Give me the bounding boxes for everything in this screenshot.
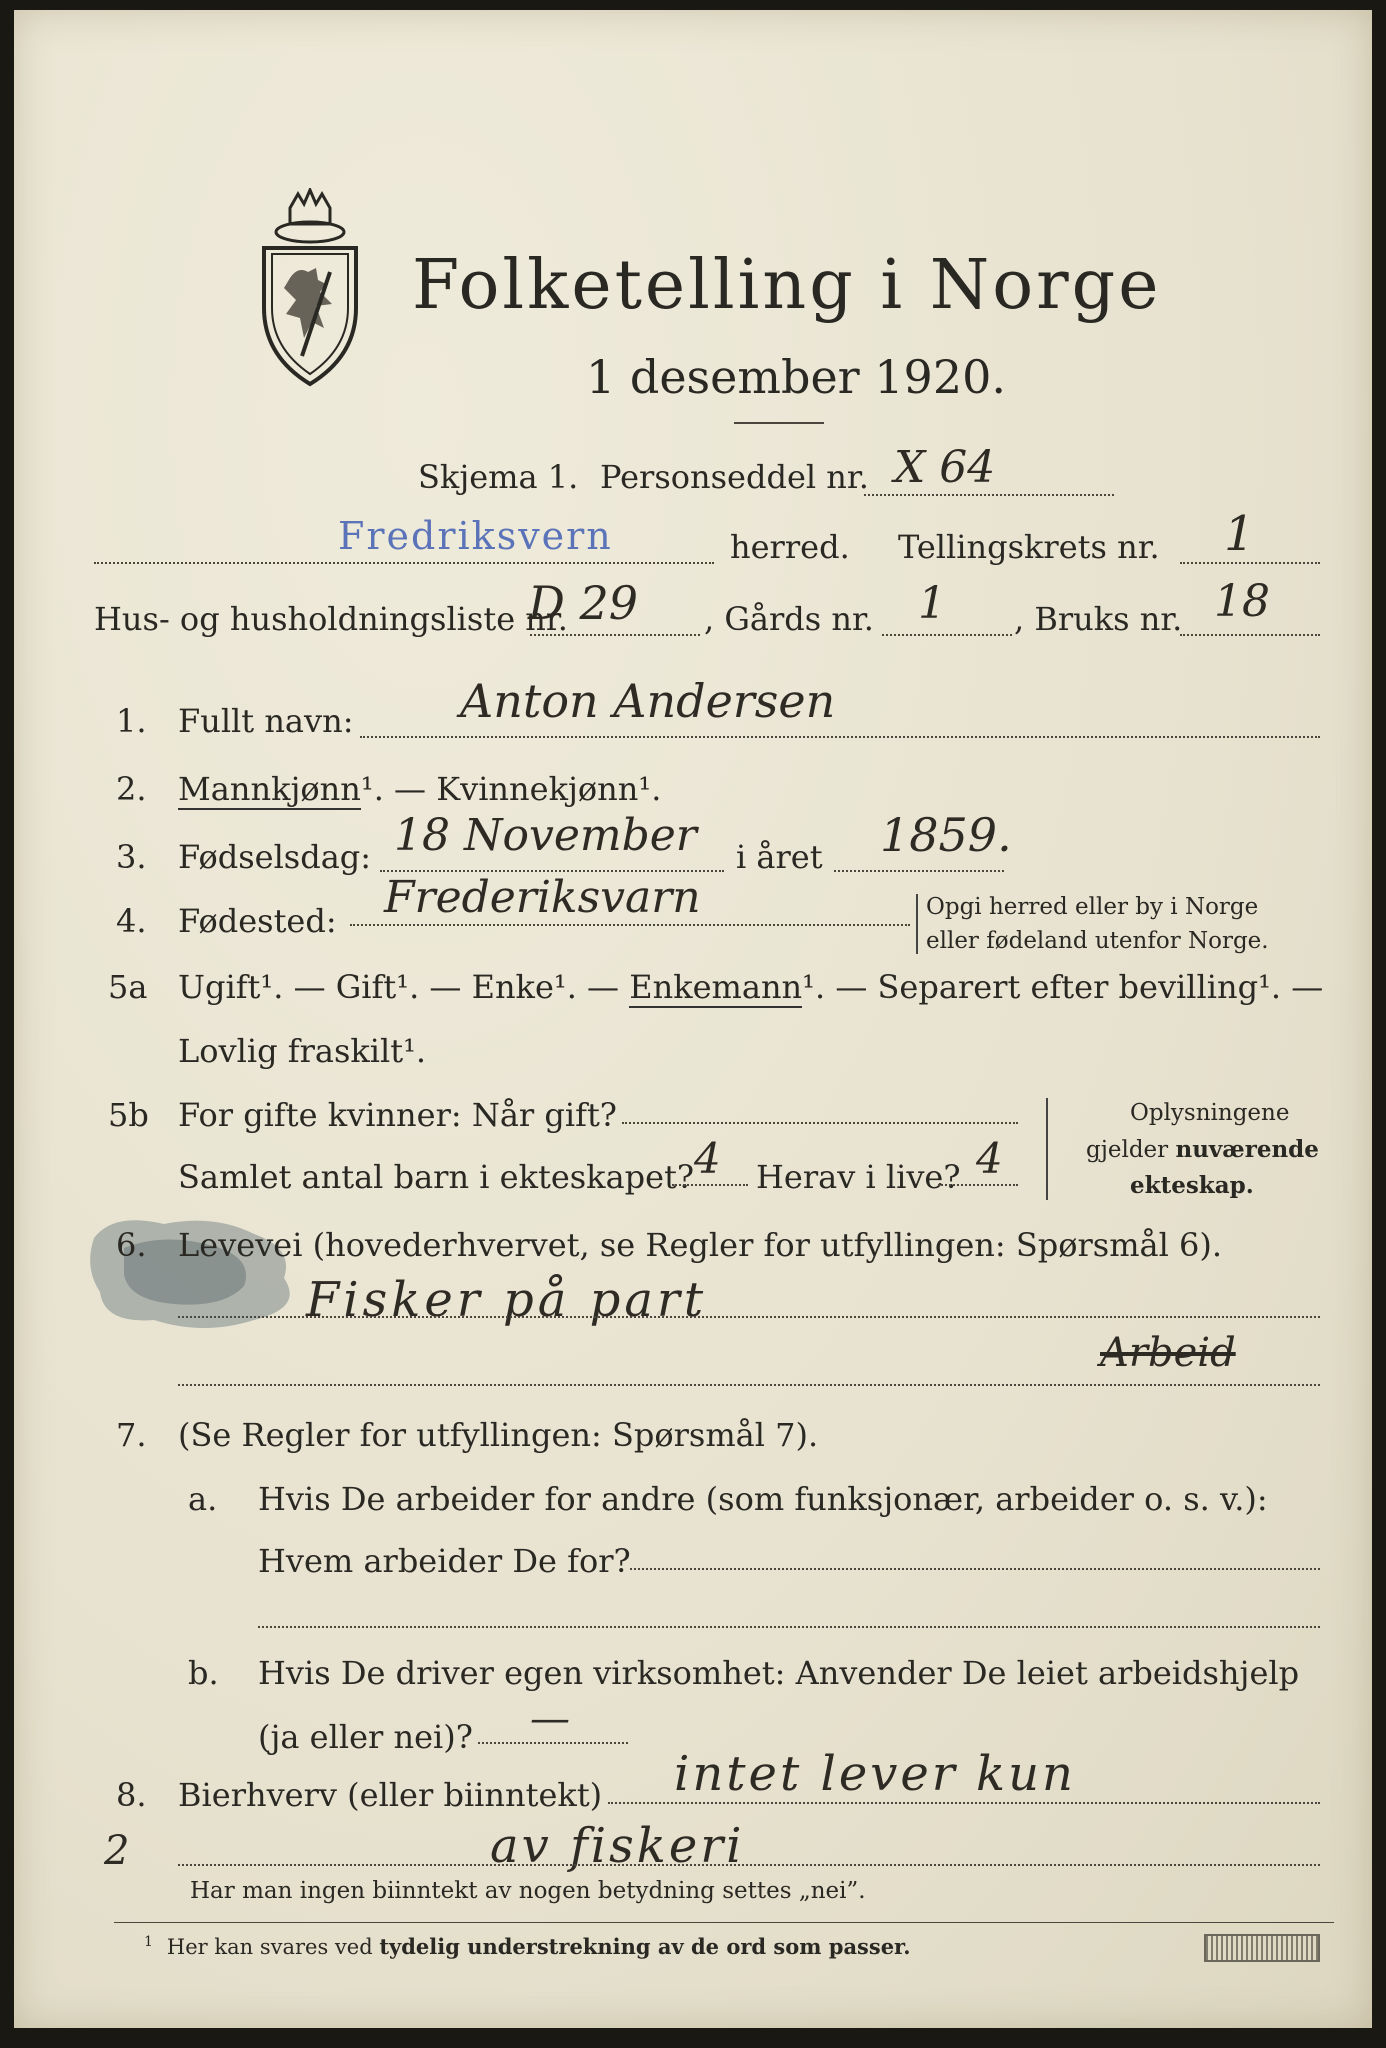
- q3-year-label: i året: [736, 838, 823, 876]
- q6-dotline2: [178, 1384, 1320, 1386]
- q5a-number: 5a: [108, 968, 148, 1006]
- q5b-note-line2: gjelder nuværende: [1086, 1136, 1319, 1163]
- census-date: 1 desember 1920.: [586, 350, 1006, 404]
- bruks-label: , Bruks nr.: [1014, 600, 1183, 638]
- q7a-dotline1: [630, 1568, 1320, 1570]
- q7-number: 7.: [116, 1416, 147, 1454]
- q7b-text: Hvis De driver egen virksomhet: Anvender De leiet arbeidshjelp: [258, 1654, 1300, 1692]
- q7b-dotline: [478, 1742, 628, 1744]
- q5b-herav-dotline: [938, 1184, 1018, 1186]
- q4-note-line2: eller fødeland utenfor Norge.: [926, 928, 1269, 954]
- q2-separator: ¹. —: [360, 770, 437, 808]
- q1-label: Fullt navn:: [178, 702, 354, 740]
- q5b-note-line3: ekteskap.: [1130, 1172, 1254, 1199]
- q8-number: 8.: [116, 1776, 147, 1814]
- q1-dotline: [360, 736, 1320, 738]
- q6-number: 6.: [116, 1226, 147, 1264]
- q5a-line2: Lovlig fraskilt¹.: [178, 1032, 427, 1070]
- q8-dotline2: [178, 1864, 1320, 1866]
- q5b-note-brace: [1046, 1098, 1048, 1200]
- personseddel-value: X 64: [894, 442, 996, 493]
- q5b-label1: For gifte kvinner: Når gift?: [178, 1096, 617, 1134]
- form-title: Folketelling i Norge: [412, 246, 1162, 325]
- footnote-text: Her kan svares ved: [166, 1935, 380, 1959]
- q2-male-option-underlined: Mannkjønn: [178, 770, 361, 808]
- q3-number: 3.: [116, 838, 147, 876]
- q1-number: 1.: [116, 702, 147, 740]
- q4-dotline: [350, 924, 910, 926]
- q4-note-brace: [916, 894, 918, 954]
- printer-mark-stamp: [1204, 1934, 1320, 1962]
- gards-label: , Gårds nr.: [704, 600, 874, 638]
- q2-number: 2.: [116, 770, 147, 808]
- tellingskrets-value: 1: [1224, 506, 1255, 562]
- q5b-note-line1: Oplysningene: [1130, 1100, 1290, 1126]
- bruks-dotline: [1180, 634, 1320, 636]
- q2-gender-line: [178, 770, 661, 808]
- q1-full-name-value: Anton Andersen: [460, 674, 836, 728]
- q7a-dotline2: [258, 1626, 1320, 1628]
- herred-label: herred.: [730, 528, 850, 566]
- q7b-question: (ja eller nei)?: [258, 1718, 473, 1756]
- q5a-options-pre: Ugift¹. — Gift¹. — Enke¹. —: [178, 968, 630, 1006]
- census-form-page: [14, 10, 1372, 2028]
- q3-label: Fødselsdag:: [178, 838, 372, 876]
- q5b-barn-value: 4: [694, 1134, 721, 1183]
- herred-dotline: [94, 562, 714, 564]
- q5b-number: 5b: [108, 1096, 149, 1134]
- footnote-rule: [114, 1922, 1334, 1923]
- q8-label: Bierhverv (eller biinntekt): [178, 1776, 603, 1814]
- footnote-bold-text: tydelig understrekning av de ord som passer.: [379, 1934, 911, 1959]
- norwegian-coat-of-arms-icon: [246, 188, 374, 388]
- bruks-value: 18: [1214, 576, 1270, 627]
- q7b-value: —: [530, 1696, 570, 1742]
- q7-label: (Se Regler for utfyllingen: Spørsmål 7).: [178, 1416, 819, 1454]
- q6-dotline1: [178, 1316, 1320, 1318]
- q4-birthplace-value: Frederiksvarn: [384, 872, 701, 923]
- q8-value-line2: av fiskeri: [490, 1818, 745, 1874]
- q3-year-dotline: [834, 870, 1004, 872]
- husliste-label: Hus- og husholdningsliste nr.: [94, 600, 568, 638]
- tellingskrets-label: Tellingskrets nr.: [898, 528, 1160, 566]
- q6-occupation-value: Fisker på part: [306, 1272, 708, 1328]
- husliste-value: D 29: [528, 576, 639, 630]
- q5a-enkemann-underlined: Enkemann: [629, 968, 803, 1006]
- q8-value-line1: intet lever kun: [674, 1746, 1076, 1802]
- q5b-gift-dotline: [622, 1122, 1018, 1124]
- q5b-herav-value: 4: [976, 1134, 1003, 1183]
- q6-label: Levevei (hovederhvervet, se Regler for utfyllingen: Spørsmål 6).: [178, 1226, 1223, 1264]
- q3-birthday-value: 18 November: [394, 810, 697, 861]
- husliste-dotline: [530, 634, 700, 636]
- q7a-text: Hvis De arbeider for andre (som funksjonær, arbeider o. s. v.):: [258, 1480, 1268, 1518]
- q4-number: 4.: [116, 902, 147, 940]
- q5b-herav-label: Herav i live?: [756, 1158, 961, 1196]
- q4-note-line1: Opgi herred eller by i Norge: [926, 894, 1259, 920]
- personseddel-label: Personseddel nr.: [600, 458, 869, 496]
- footnote-number: 1: [144, 1934, 153, 1950]
- q5a-marital-line: [178, 968, 1323, 1006]
- q8-margin-mark: 2: [104, 1828, 130, 1874]
- title-rule: [734, 422, 824, 424]
- q5b-barn-dotline: [672, 1184, 748, 1186]
- tellingskrets-dotline: [1180, 562, 1320, 564]
- q8-dotline1: [608, 1802, 1320, 1804]
- q2-end: ¹.: [638, 770, 662, 808]
- q6-struck-word: Arbeid: [1100, 1330, 1236, 1376]
- schema-label: Skjema 1.: [418, 458, 579, 496]
- q3-year-value: 1859.: [880, 808, 1012, 862]
- gards-value: 1: [918, 578, 946, 629]
- footnote: [144, 1934, 911, 1959]
- q7a-letter: a.: [188, 1480, 218, 1518]
- herred-stamp: Fredriksvern: [338, 514, 613, 558]
- q7b-letter: b.: [188, 1654, 219, 1692]
- personseddel-dotline: [864, 494, 1114, 496]
- q2-female-option: Kvinnekjønn: [436, 770, 639, 808]
- biinntekt-note: Har man ingen biinntekt av nogen betydning settes „nei”.: [190, 1878, 866, 1904]
- q4-label: Fødested:: [178, 902, 337, 940]
- q5a-options-post: ¹. — Separert efter bevilling¹. —: [802, 968, 1324, 1006]
- q5b-label2: Samlet antal barn i ekteskapet?: [178, 1158, 695, 1196]
- q7a-question: Hvem arbeider De for?: [258, 1542, 631, 1580]
- gards-dotline: [882, 634, 1012, 636]
